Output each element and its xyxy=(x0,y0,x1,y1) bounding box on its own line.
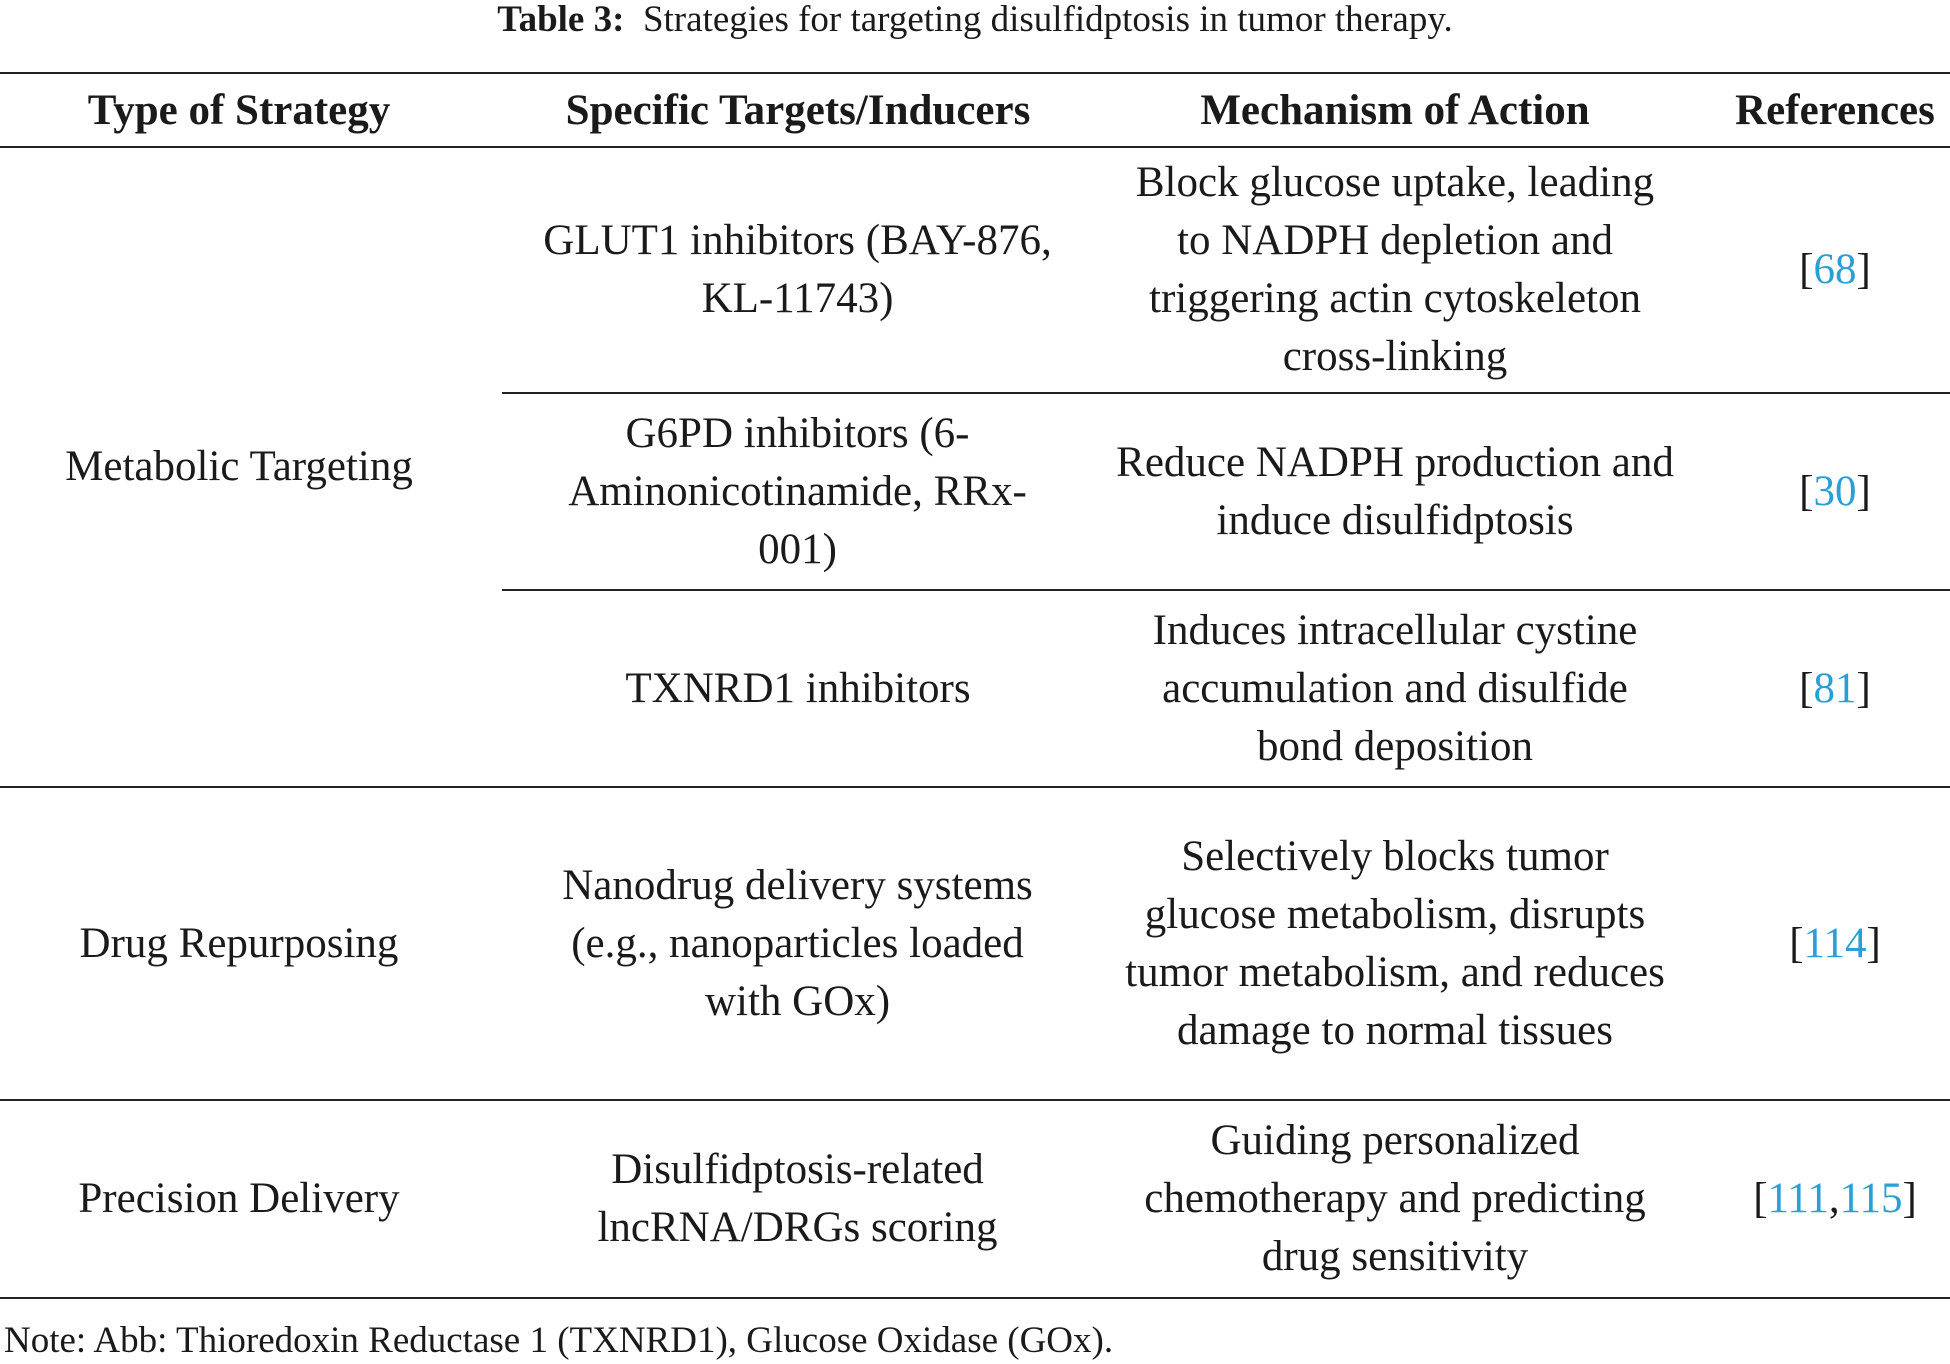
target-cell: Disulfidptosis-related lncRNA/DRGs scoring xyxy=(597,1146,998,1251)
strategy-cell: Drug Repurposing xyxy=(79,919,399,967)
target-cell: Nanodrug delivery systems (e.g., nanoparticles loaded with GOx) xyxy=(562,861,1033,1025)
reference-cell: [ 111 , 115 ] xyxy=(1720,1101,1950,1297)
reference-link[interactable]: 111 xyxy=(1767,1175,1829,1222)
strategy-cell: Metabolic Targeting xyxy=(65,443,413,490)
reference-cell: [ 68 ] xyxy=(1720,148,1950,392)
mechanism-cell: Selectively blocks tumor glucose metabolism, disrupts tumor metabolism, and reduces damage to normal tissues xyxy=(1125,832,1665,1054)
table-note: Note: Abb: Thioredoxin Reductase 1 (TXNRD1), Glucose Oxidase (GOx). xyxy=(4,1320,1114,1361)
reference-link[interactable]: 68 xyxy=(1813,246,1857,293)
reference-cell: [ 30 ] xyxy=(1720,394,1950,589)
target-cell: G6PD inhibitors (6-Aminonicotinamide, RRx-001) xyxy=(568,409,1027,573)
caption-label: Table 3: xyxy=(497,0,625,40)
reference-link[interactable]: 115 xyxy=(1839,1175,1903,1222)
target-cell: GLUT1 inhibitors (BAY-876, KL-11743) xyxy=(543,217,1052,322)
target-cell: TXNRD1 inhibitors xyxy=(625,664,971,712)
mechanism-cell: Induces intracellular cystine accumulation and disulfide bond deposition xyxy=(1152,606,1638,770)
bottom-rule xyxy=(0,1297,1950,1299)
table-caption xyxy=(0,0,1950,42)
caption-text: Strategies for targeting disulfidptosis in tumor therapy. xyxy=(642,0,1453,40)
reference-link[interactable]: 81 xyxy=(1813,664,1857,712)
reference-link[interactable]: 30 xyxy=(1813,467,1857,515)
column-header: References xyxy=(1735,87,1935,134)
column-header: Mechanism of Action xyxy=(1200,87,1590,134)
mechanism-cell: Block glucose uptake, leading to NADPH depletion and triggering actin cytoskeleton cross-linking xyxy=(1135,159,1655,380)
top-rule xyxy=(0,72,1950,74)
reference-cell: [ 114 ] xyxy=(1720,788,1950,1099)
mechanism-cell: Guiding personalized chemotherapy and predicting drug sensitivity xyxy=(1144,1117,1646,1280)
column-header: Specific Targets/Inducers xyxy=(565,87,1031,134)
reference-link[interactable]: 114 xyxy=(1803,919,1867,967)
strategy-cell: Precision Delivery xyxy=(78,1175,400,1222)
column-header: Type of Strategy xyxy=(87,87,391,134)
mechanism-cell: Reduce NADPH production and induce disulfidptosis xyxy=(1116,438,1674,544)
reference-cell: [ 81 ] xyxy=(1720,591,1950,786)
